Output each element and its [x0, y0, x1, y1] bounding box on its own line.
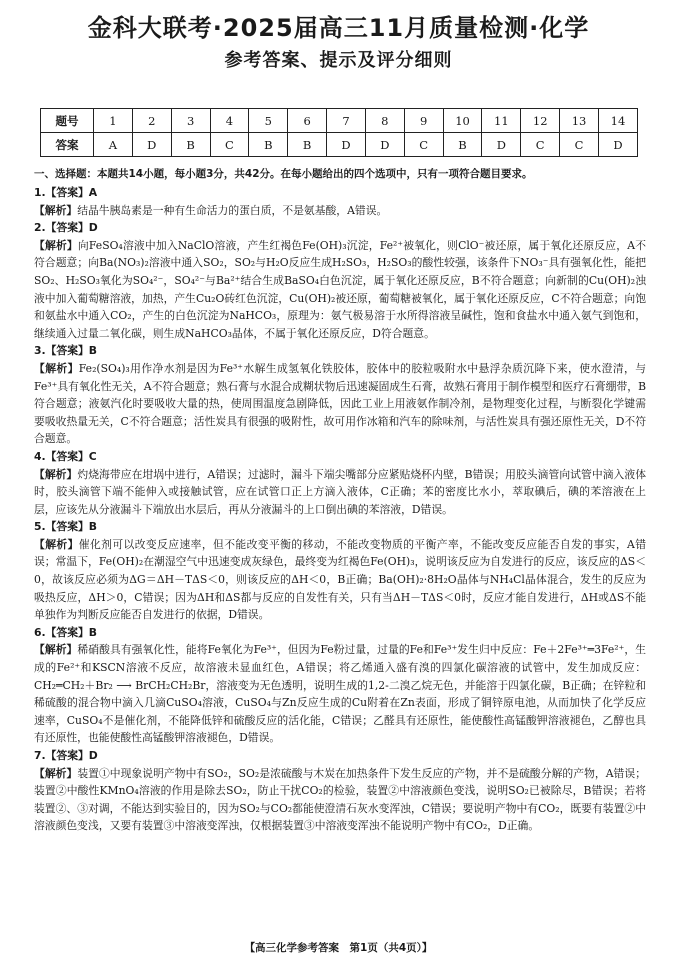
answer-table-number-cell: 14: [598, 109, 637, 133]
answer-table-answer-cell: D: [365, 133, 404, 157]
answer-table-number-cell: 5: [249, 109, 288, 133]
explanation-tag: 【解析】: [34, 238, 78, 252]
question-explanation: [34, 641, 646, 747]
question-explanation: [34, 466, 646, 519]
explanation-tag: 【解析】: [34, 203, 78, 217]
answer-table-answer-cell: B: [443, 133, 482, 157]
answer-table-answer-header: 答案: [41, 133, 94, 157]
explanation-text: 结晶牛胰岛素是一种有生命活力的蛋白质，不是氨基酸，A错误。: [77, 203, 388, 217]
document-title: 金科大联考·2025届高三11月质量检测·化学: [87, 14, 590, 42]
answer-table-number-cell: 11: [482, 109, 521, 133]
answer-table-answer-cell: D: [482, 133, 521, 157]
answer-table-number-cell: 13: [560, 109, 599, 133]
answer-table-number-cell: 10: [443, 109, 482, 133]
answer-table-answer-cell: A: [94, 133, 133, 157]
answer-table-number-cell: 6: [288, 109, 327, 133]
question-answer-label: 7.【答案】D: [34, 749, 98, 762]
answer-table-answer-cell: D: [598, 133, 637, 157]
question-answer-label: 1.【答案】A: [34, 186, 98, 199]
answer-table-number-cell: 9: [404, 109, 443, 133]
question-explanation: [34, 765, 646, 835]
answer-table-number-cell: 4: [210, 109, 249, 133]
question-explanation: [34, 536, 646, 624]
answer-table-answer-cell: C: [521, 133, 560, 157]
question-answer-label: 6.【答案】B: [34, 625, 98, 639]
answer-table-answer-cell: B: [288, 133, 327, 157]
answer-table-answer-cell: D: [132, 133, 171, 157]
explanation-tag: 【解析】: [34, 467, 78, 481]
answer-table-answer-row: [41, 133, 638, 157]
question-answer-label: 2.【答案】D: [34, 221, 98, 235]
explanation-text: 催化剂可以改变反应速率，但不能改变平衡的移动，不能改变物质的平衡产率，不能改变反应能否自发的事实，A错误；常温下，Fe(OH)₂在潮湿空气中迅速变成灰绿色，最终变为红褐色Fe(OH)₃，说明该反应为自发进行的反应，该反应的ΔS＜0，故该反应必须为ΔG＝ΔH－TΔS＜0，则该反应的ΔH＜0，B正确；Ba(OH)₂·8H₂O晶体与NH₄Cl晶体混合，发生的反应为吸热反应，ΔH＞0，C错误；因为ΔH和ΔS都与反应的自发性有关，只有当ΔH－TΔS＜0时，反应才能自发进行，ΔH或ΔS不能单独作为判断反应能否自发进行的依据，D错误。: [34, 537, 647, 622]
explanation-tag: 【解析】: [34, 643, 78, 657]
answer-table: [40, 108, 638, 157]
page-footer: 【高三化学参考答案 第1页（共4页）】: [244, 942, 433, 954]
question-explanation: [34, 237, 646, 343]
answer-table-answer-cell: B: [171, 133, 210, 157]
answer-table-number-cell: 7: [327, 109, 366, 133]
answer-table-number-cell: 8: [365, 109, 404, 133]
explanation-tag: 【解析】: [34, 361, 79, 375]
answer-table-number-cell: 3: [171, 109, 210, 133]
explanation-text: Fe₂(SO₄)₃用作净水剂是因为Fe³⁺水解生成氢氧化铁胶体，胶体中的胶粒吸附水中悬浮杂质沉降下来，使水澄清，与Fe³⁺具有氧化性无关，A不符合题意；熟石膏与水混合成糊状物后迅速凝固成生石膏，故熟石膏用于制作模型和医疗石膏绷带，B符合题意；液氨汽化时要吸收大量的热，使周围温度急剧降低，因此工业上用液氨作制冷剂，是物理变化过程，与断裂化学键需要吸收热量无关，C不符合题意；活性炭具有很强的吸附性，故可用作冰箱和汽车的除味剂，与活性炭具有强还原性无关，D不符合题意。: [34, 361, 646, 446]
answer-table-answer-cell: C: [210, 133, 249, 157]
explanation-text: 向FeSO₄溶液中加入NaClO溶液，产生红褐色Fe(OH)₃沉淀，Fe²⁺被氧化，则ClO⁻被还原，属于氧化还原反应，A不符合题意；向Ba(NO₃)₂溶液中通入SO₂，SO₂与H₂O反应生成H₂SO₃，H₂SO₃的酸性较强，该条件下NO₃⁻具有强氧化性，能把SO₂、H₂SO₃氧化为SO₄²⁻，SO₄²⁻与Ba²⁺结合生成BaSO₄白色沉淀，属于氧化还原反应，B不符合题意；向新制的Cu(OH)₂浊液中加入葡萄糖溶液，加热，产生Cu₂O砖红色沉淀，Cu(OH)₂被还原，葡萄糖被氧化，属于氧化还原反应，C不符合题意；向饱和氨盐水中通入CO₂，产生的白色沉淀为NaHCO₃，原理为：氨气极易溶于水所得溶液呈碱性，饱和食盐水中通入氨气到饱和，继续通入过量二氧化碳，则生成NaHCO₃晶体，不属于氧化还原反应，D符合题意。: [34, 238, 647, 340]
answer-table-number-cell: 1: [94, 109, 133, 133]
question-answer-label: 5.【答案】B: [34, 520, 98, 534]
explanation-text: 稀硝酸具有强氧化性，能将Fe氧化为Fe³⁺，但因为Fe粉过量，过量的Fe和Fe³⁺发生归中反应：Fe＋2Fe³⁺═3Fe²⁺，生成的Fe²⁺和KSCN溶液不反应，故溶液未显血红色，A错误；将乙烯通入盛有溴的四氯化碳溶液的试管中，发生加成反应：CH₂═CH₂＋Br₂ ⟶ BrCH₂CH₂Br，溶液变为无色透明，说明生成的1,2-二溴乙烷无色，并能溶于四氯化碳，B正确；在锌粒和稀硫酸的混合物中滴入几滴CuSO₄溶液，CuSO₄与Zn反应生成的Cu附着在Zn表面，形成了铜锌原电池，从而加快了化学反应速率，CuSO₄不是催化剂，不能降低锌和硫酸反应的活化能，C错误；乙醛具有还原性，能使酸性高锰酸钾溶液褪色，乙醇也具有还原性，也能使酸性高锰酸钾溶液褪色，D错误。: [34, 643, 647, 745]
question-explanation: [34, 202, 646, 220]
answer-table-answer-cell: B: [249, 133, 288, 157]
explanation-text: 灼烧海带应在坩埚中进行，A错误；过滤时，漏斗下端尖嘴部分应紧贴烧杯内壁，B错误；用胶头滴管向试管中滴入液体时，胶头滴管下端不能伸入或接触试管，应在试管口正上方滴入液体，C正确；苯的密度比水小，萃取碘后，碘的苯溶液在上层，应该先从分液漏斗下端放出水层后，再从分液漏斗的上口倒出碘的苯溶液，D错误。: [34, 467, 647, 516]
question-answer-label: 3.【答案】B: [34, 344, 98, 358]
explanations: [34, 184, 646, 835]
answer-table-number-header: 题号: [41, 109, 94, 133]
question-answer-label: 4.【答案】C: [34, 449, 97, 463]
answer-table-answer-cell: D: [327, 133, 366, 157]
answer-table-number-cell: 12: [521, 109, 560, 133]
explanation-text: 装置①中现象说明产物中有SO₂，SO₂是浓硫酸与木炭在加热条件下发生反应的产物，并不是硫酸分解的产物，A错误；装置②中酸性KMnO₄溶液的作用是除去SO₂，防止干扰CO₂的检验，装置②中溶液颜色变浅，说明SO₂已被除尽，B错误；若将装置②、③对调，不能达到实验目的，因为SO₂与CO₂都能使澄清石灰水变浑浊，C错误；要说明产物中有CO₂，既要有装置②中溶液颜色变浅，又要有装置③中溶液变浑浊，仅根据装置③中溶液变浑浊不能说明产物中有CO₂，D正确。: [34, 766, 646, 833]
answer-table-answer-cell: C: [404, 133, 443, 157]
explanation-tag: 【解析】: [34, 766, 78, 780]
explanation-tag: 【解析】: [34, 537, 79, 551]
answer-table-number-row: [41, 109, 638, 133]
section-intro: 一、选择题：本题共14小题，每小题3分，共42分。在每小题给出的四个选项中，只有一项符合题目要求。: [34, 168, 533, 180]
question-explanation: [34, 360, 646, 448]
answer-table-answer-cell: C: [560, 133, 599, 157]
document-subtitle: 参考答案、提示及评分细则: [224, 50, 453, 71]
answer-table-number-cell: 2: [132, 109, 171, 133]
